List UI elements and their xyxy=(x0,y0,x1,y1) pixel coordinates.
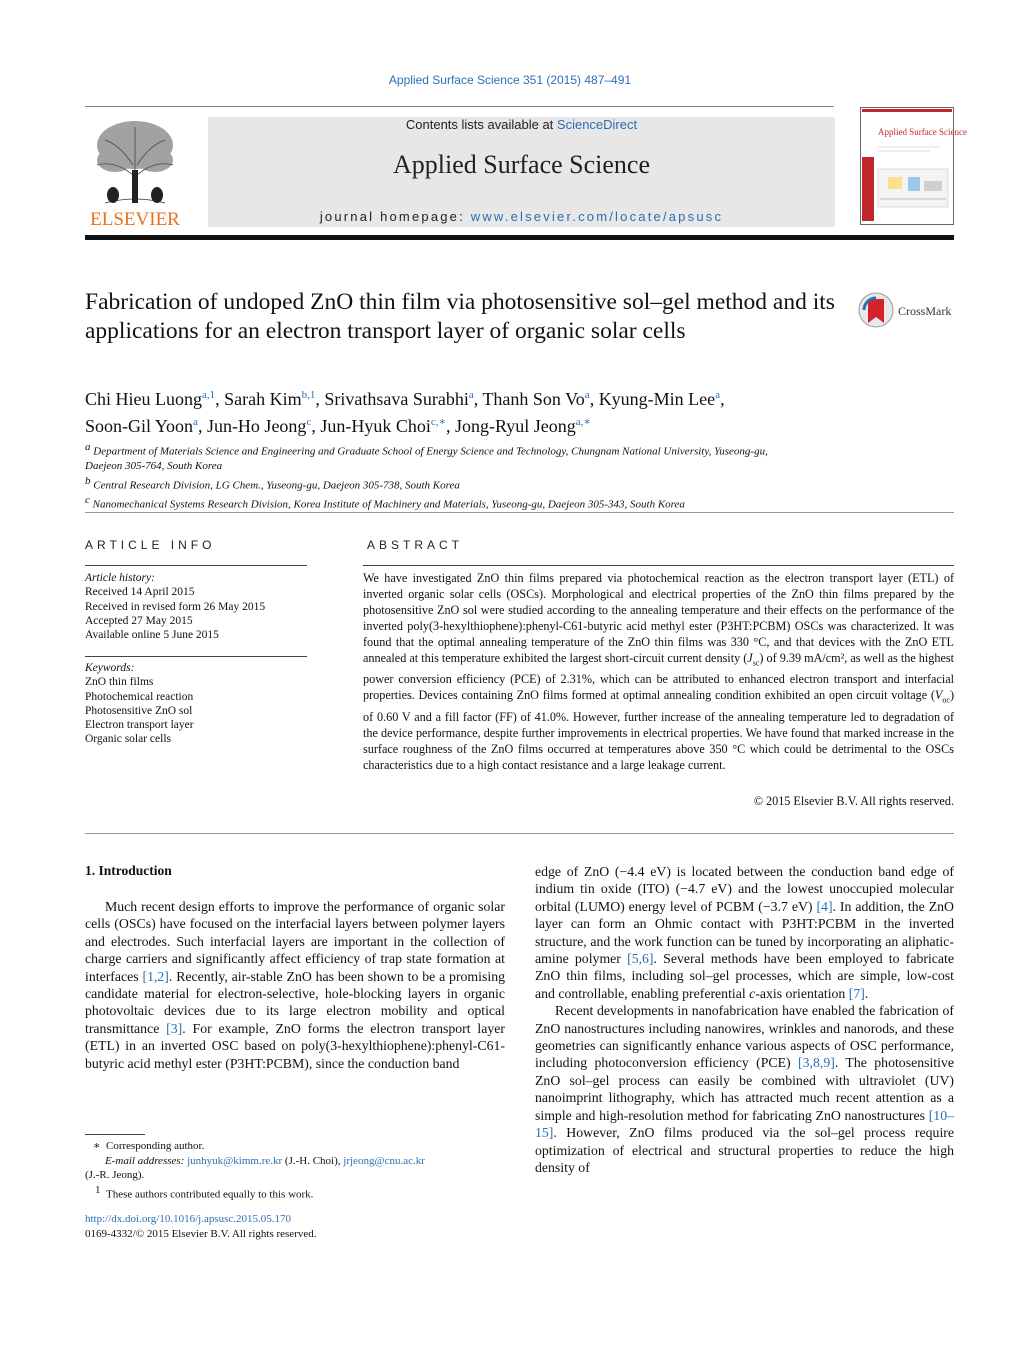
keyword: Photochemical reaction xyxy=(85,690,194,703)
author-marks[interactable]: a,∗ xyxy=(575,416,591,428)
author[interactable] xyxy=(207,416,311,436)
history-item: Received in revised form 26 May 2015 xyxy=(85,600,266,613)
footnote-equal-contribution xyxy=(85,1183,505,1202)
paragraph xyxy=(535,1002,954,1176)
text-segment: . Several methods have been employed to fabricate ZnO thin films, including sol–gel processes, which are simple, low-cost and controllable, enabling preferential xyxy=(535,951,954,1001)
author-separator: , xyxy=(473,389,483,409)
section-heading-introduction: 1. Introduction xyxy=(85,863,172,878)
text-segment: Recent developments in nanofabrication have enabled the fabrication of ZnO nanostructures including nanowires, wrinkles and nanorods, and these geometries can significantly enhance various aspects of OSC performance, including photoconversion efficiency (PCE) xyxy=(535,1003,954,1071)
affiliation xyxy=(85,440,955,474)
author-name: Jun-Hyuk Choi xyxy=(320,416,431,436)
divider xyxy=(363,565,954,566)
footnotes xyxy=(85,1139,505,1202)
citation-link[interactable]: [1,2] xyxy=(142,968,169,984)
author-separator: , xyxy=(315,389,325,409)
history-item: Available online 5 June 2015 xyxy=(85,629,219,642)
affiliation xyxy=(85,493,955,512)
author-marks[interactable]: a,1 xyxy=(202,389,216,401)
sciencedirect-link[interactable]: ScienceDirect xyxy=(556,117,638,132)
body-column-left xyxy=(85,898,505,1072)
text-segment: Much recent design efforts to improve the performance of organic solar cells (OSCs) have focused on the interfacial layers between polymer layers and electrodes. Such interfacial layers are important in the collection of charge carriers and significantly affect efficiency of trap state formation at interfaces xyxy=(85,899,505,984)
article-title: Fabrication of undoped ZnO thin film via photosensitive sol–gel method and its applications for an electron transport layer of organic solar cells xyxy=(85,289,835,344)
author[interactable] xyxy=(85,416,198,436)
author[interactable] xyxy=(320,416,446,436)
email-link[interactable]: jrjeong@cnu.ac.kr xyxy=(343,1154,425,1167)
author-marks[interactable]: a xyxy=(193,416,198,428)
author-name: Kyung-Min Lee xyxy=(598,389,716,409)
keyword: Electron transport layer xyxy=(85,719,194,732)
journal-cover-thumbnail[interactable] xyxy=(860,107,967,225)
keyword: ZnO thin films xyxy=(85,676,154,689)
body-column-right xyxy=(535,863,954,1176)
journal-name: Applied Surface Science xyxy=(392,150,650,179)
footnote-text: These authors contributed equally to this work. xyxy=(106,1188,314,1201)
divider xyxy=(85,833,954,834)
affiliation-mark: c xyxy=(85,493,90,506)
text-segment: . For example, ZnO forms the electron transport layer (ETL) in an inverted OSC based on poly(3-hexylthiophene):phenyl-C61-butyric acid methyl ester (P3HT:PCBM), since the conduction band xyxy=(85,1020,505,1071)
keywords xyxy=(85,661,307,747)
citation-link[interactable]: [4] xyxy=(816,898,833,914)
affiliations xyxy=(85,440,955,512)
author-marks[interactable]: a xyxy=(715,389,721,401)
jsc-symbol: J xyxy=(747,651,753,665)
paragraph xyxy=(85,898,505,1072)
cover-title: Applied Surface Science xyxy=(878,127,967,137)
citation-link[interactable]: [3] xyxy=(166,1020,183,1036)
text-segment: . Recently, air-stable ZnO has been shown to be a promising candidate material for electron-selective, hole-blocking layers in organic photovoltaic devices due to its large electron mobility and optical transmittance xyxy=(85,968,505,1036)
keywords-label: Keywords: xyxy=(85,662,135,674)
citation-link[interactable]: [5,6] xyxy=(627,951,654,967)
homepage-prefix: journal homepage: xyxy=(319,209,471,224)
author-name: Chi Hieu Luong xyxy=(85,389,202,409)
keyword: Organic solar cells xyxy=(85,733,172,746)
journal-homepage xyxy=(208,209,835,224)
divider xyxy=(85,512,954,513)
affiliation xyxy=(85,474,955,493)
author-marks[interactable]: c xyxy=(306,416,312,428)
text-segment: . The photosensitive ZnO sol–gel process can easily be combined with ultraviolet (UV) nanoimprint lithography, which has attracted much recent attention as a simple and high-resolution method for fabricating ZnO nanostructures xyxy=(535,1055,954,1123)
elsevier-wordmark: ELSEVIER xyxy=(90,209,180,230)
history-item: Received 14 April 2015 xyxy=(85,586,195,599)
author-name: Sarah Kim xyxy=(224,389,302,409)
citation-link[interactable]: [10–15] xyxy=(535,1107,954,1141)
issn-line: 0169-4332/© 2015 Elsevier B.V. All rights reserved. xyxy=(85,1227,317,1240)
email-owner: (J.-H. Choi), xyxy=(282,1154,344,1167)
abstract-segment: ) of 9.39 mA/cm², as well as the highest power conversion efficiency (PCE) of 2.31%, which can be attributed to enhanced electron transport and interfacial properties. Devices containing ZnO films formed at optimal annealing condition exhibited an open circuit voltage ( xyxy=(363,651,954,703)
author-name: Jong-Ryul Jeong xyxy=(454,416,576,436)
author-name: Thanh Son Vo xyxy=(482,389,585,409)
email-link[interactable]: junhyuk@kimm.re.kr xyxy=(187,1154,283,1167)
author[interactable] xyxy=(324,389,473,409)
footnote-mark: 1 xyxy=(95,1183,101,1196)
abstract-segment: We have investigated ZnO thin films prepared via photochemical reaction as the electron transport layer (ETL) of inverted organic solar cells (OSCs). Morphological and electrical properties of the ZnO thin films prepared by the photosensitive ZnO sol were studied according to the annealing temperature and their effects on the performance of the inverted poly(3-hexylthiophene):phenyl-C61-butyric acid methyl ester (P3HT:PCBM) OSCs was characterized. It was found that the optimal annealing temperature of the ZnO thin films was 330 °C, and that devices with the ZnO ETL annealed at this temperature exhibited the largest short-circuit current density ( xyxy=(363,571,954,665)
author[interactable] xyxy=(599,389,720,409)
doi-block xyxy=(85,1212,505,1241)
article-history xyxy=(85,571,307,642)
affiliation-line: Daejeon 305-764, South Korea xyxy=(85,460,223,473)
author-list xyxy=(85,384,955,438)
affiliation-mark: a xyxy=(85,441,91,453)
citation-link[interactable]: [7] xyxy=(848,985,865,1001)
author-name: Srivathsava Surabhi xyxy=(324,389,469,409)
article-info-heading: ARTICLE INFO xyxy=(85,538,216,552)
header-top-rule xyxy=(85,106,834,107)
keyword: Photosensitive ZnO sol xyxy=(85,704,193,717)
author-separator: , xyxy=(197,416,207,436)
author-separator: , xyxy=(311,416,321,436)
crossmark-icon xyxy=(858,291,958,331)
header-bottom-rule xyxy=(85,235,954,240)
abstract-copyright: © 2015 Elsevier B.V. All rights reserved. xyxy=(753,794,954,808)
paragraph xyxy=(535,863,954,1002)
author-separator: , xyxy=(589,389,599,409)
author-separator: , xyxy=(445,416,455,436)
homepage-link[interactable]: www.elsevier.com/locate/apsusc xyxy=(470,209,724,224)
email-owner: (J.-R. Jeong). xyxy=(85,1169,145,1181)
crossmark-badge[interactable] xyxy=(858,291,958,331)
email-label: E-mail addresses: xyxy=(105,1154,185,1167)
jsc-subscript: sc xyxy=(752,658,760,668)
history-item: Accepted 27 May 2015 xyxy=(85,614,193,627)
author-marks[interactable]: a xyxy=(468,389,474,401)
affiliation-mark: b xyxy=(85,474,91,487)
author[interactable] xyxy=(224,389,315,409)
doi-link[interactable]: http://dx.doi.org/10.1016/j.apsusc.2015.05.170 xyxy=(85,1213,292,1225)
contents-line xyxy=(208,117,835,132)
elsevier-logo xyxy=(85,115,185,230)
crossmark-label: CrossMark xyxy=(898,304,952,318)
contents-prefix: Contents lists available at xyxy=(405,117,557,132)
abstract-segment: ) of 0.60 V and a fill factor (FF) of 41.0%. However, further increase of the annealing temperature led to degradation of the device performance, despite further improvements in electrical properties. We have found that marked increase in the surface roughness of the ZnO films occurred at temperatures above 350 °C which could be detrimental to the OSCs characteristics due to a high contact resistance and a large leakage current. xyxy=(363,688,954,772)
divider xyxy=(85,565,307,566)
author-separator: , xyxy=(720,389,725,409)
journal-citation[interactable]: Applied Surface Science 351 (2015) 487–491 xyxy=(388,73,632,87)
author-name: Jun-Ho Jeong xyxy=(206,416,307,436)
author-marks[interactable]: a xyxy=(584,389,590,401)
footnote-emails xyxy=(85,1154,505,1169)
text-segment: -axis orientation xyxy=(755,985,849,1001)
elsevier-tree-icon xyxy=(85,115,185,230)
text-segment: . In addition, the ZnO layer can form an Ohmic contact with P3HT:PCBM in the inverted structure, and the work function can be tuned by incorporating an aliphatic-amine polymer xyxy=(535,898,954,967)
abstract-heading: ABSTRACT xyxy=(367,538,464,552)
footnote-mark: ∗ xyxy=(93,1140,101,1152)
footnote-corresponding xyxy=(85,1139,505,1154)
footnote-text: Corresponding author. xyxy=(105,1140,205,1152)
author-marks[interactable]: b,1 xyxy=(301,389,316,401)
affiliation-line: Department of Materials Science and Engineering and Graduate School of Energy Science and Technology, Chungnam National University, Yuseong-gu, xyxy=(93,445,768,458)
divider xyxy=(85,656,307,657)
voc-subscript: oc xyxy=(942,695,950,705)
affiliation-line: Nanomechanical Systems Research Division, Korea Institute of Machinery and Materials, Yuseong-gu, Daejeon 305-343, South Korea xyxy=(92,498,685,511)
author[interactable] xyxy=(482,389,589,409)
text-segment: . However, ZnO films produced via the sol–gel process require optimization of electrical and structural properties to reduce the high density of xyxy=(535,1125,954,1175)
text-segment: . xyxy=(864,985,869,1001)
history-label: Article history: xyxy=(85,572,155,584)
text-segment: edge of ZnO (−4.4 eV) is located between the conduction band edge of indium tin oxide (ITO) (−4.7 eV) and the lowest unoccupied molecular orbital (LUMO) energy level of PCBM (−3.7 eV) xyxy=(535,864,954,914)
cover-image xyxy=(860,107,967,225)
author[interactable] xyxy=(85,389,215,409)
affiliation-line: Central Research Division, LG Chem., Yuseong-gu, Daejeon 305-738, South Korea xyxy=(93,479,460,492)
abstract-text xyxy=(363,570,954,773)
citation-link[interactable]: [3,8,9] xyxy=(798,1055,835,1071)
author-name: Soon-Gil Yoon xyxy=(85,416,194,436)
voc-symbol: V xyxy=(934,688,943,703)
author-marks[interactable]: c,∗ xyxy=(430,416,446,428)
author-separator: , xyxy=(215,389,225,409)
author[interactable] xyxy=(455,416,591,436)
footnote-rule xyxy=(85,1134,145,1135)
text-segment: c xyxy=(749,985,756,1001)
